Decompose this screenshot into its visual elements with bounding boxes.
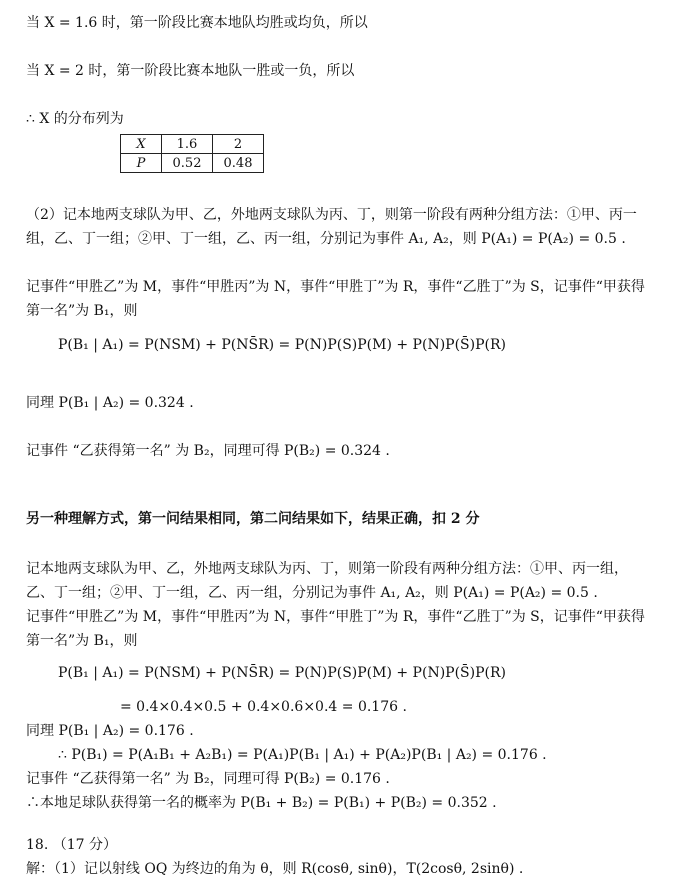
formula: = 0.4×0.4×0.5 + 0.4×0.6×0.4 = 0.176 .	[120, 699, 407, 715]
table-cell: P	[121, 154, 162, 173]
table-cell: 1.6	[162, 135, 213, 154]
text-line: 同理 P(B₁ | A₂) = 0.324 .	[26, 395, 194, 411]
text-line: ∴ X 的分布列为	[26, 111, 124, 127]
text-line: 解：（1）记以射线 OQ 为终边的角为 θ，则 R(cosθ, sinθ)，T(2cosθ, 2sinθ) .	[26, 861, 524, 877]
text-line: 记事件 “乙获得第一名” 为 B₂，同理可得 P(B₂) = 0.176 .	[26, 771, 390, 787]
text-line: 第一名”为 B₁，则	[26, 633, 138, 649]
text-line: 当 X = 1.6 时，第一阶段比赛本地队均胜或均负，所以	[26, 15, 368, 31]
text-line: （2）记本地两支球队为甲、乙，外地两支球队为丙、丁，则第一阶段有两种分组方法：①甲、丙一	[26, 207, 637, 223]
formula: P(B₁ | A₁) = P(NSM) + P(NS̄R) = P(N)P(S)P(M) + P(N)P(S̄)P(R)	[58, 337, 506, 353]
formula: ∴ P(B₁) = P(A₁B₁ + A₂B₁) = P(A₁)P(B₁ | A₁) + P(A₂)P(B₁ | A₂) = 0.176 .	[58, 747, 547, 763]
table-cell: 2	[213, 135, 264, 154]
text-line: 同理 P(B₁ | A₂) = 0.176 .	[26, 723, 194, 739]
formula: ∴本地足球队获得第一名的概率为 P(B₁ + B₂) = P(B₁) + P(B₂) = 0.352 .	[26, 795, 497, 811]
formula: P(B₁ | A₁) = P(NSM) + P(NS̄R) = P(N)P(S)P(M) + P(N)P(S̄)P(R)	[58, 665, 506, 681]
table-cell: 0.52	[162, 154, 213, 173]
text-line: 记事件 “乙获得第一名” 为 B₂，同理可得 P(B₂) = 0.324 .	[26, 443, 390, 459]
text-line: 组，乙、丁一组；②甲、丁一组，乙、丙一组，分别记为事件 A₁, A₂，则 P(A₁) = P(A₂) = 0.5 .	[26, 231, 626, 247]
distribution-table	[120, 134, 264, 173]
section-heading: 另一种理解方式，第一问结果相同，第二问结果如下，结果正确，扣 2 分	[26, 511, 480, 527]
question-number: 18. （17 分）	[26, 837, 117, 853]
text-line: 记事件“甲胜乙”为 M，事件“甲胜丙”为 N，事件“甲胜丁”为 R，事件“乙胜丁”为 S，记事件“甲获得	[26, 609, 645, 625]
text-line: 乙、丁一组；②甲、丁一组，乙、丙一组，分别记为事件 A₁, A₂，则 P(A₁) = P(A₂) = 0.5 .	[26, 585, 598, 601]
text-line: 当 X = 2 时，第一阶段比赛本地队一胜或一负，所以	[26, 63, 355, 79]
table-row	[121, 135, 264, 154]
text-line: 记事件“甲胜乙”为 M，事件“甲胜丙”为 N，事件“甲胜丁”为 R，事件“乙胜丁”为 S，记事件“甲获得	[26, 279, 645, 295]
table-cell: X	[121, 135, 162, 154]
table-row	[121, 154, 264, 173]
text-line: 第一名”为 B₁，则	[26, 303, 138, 319]
table-cell: 0.48	[213, 154, 264, 173]
text-line: 记本地两支球队为甲、乙，外地两支球队为丙、丁，则第一阶段有两种分组方法：①甲、丙一组，	[26, 561, 628, 577]
